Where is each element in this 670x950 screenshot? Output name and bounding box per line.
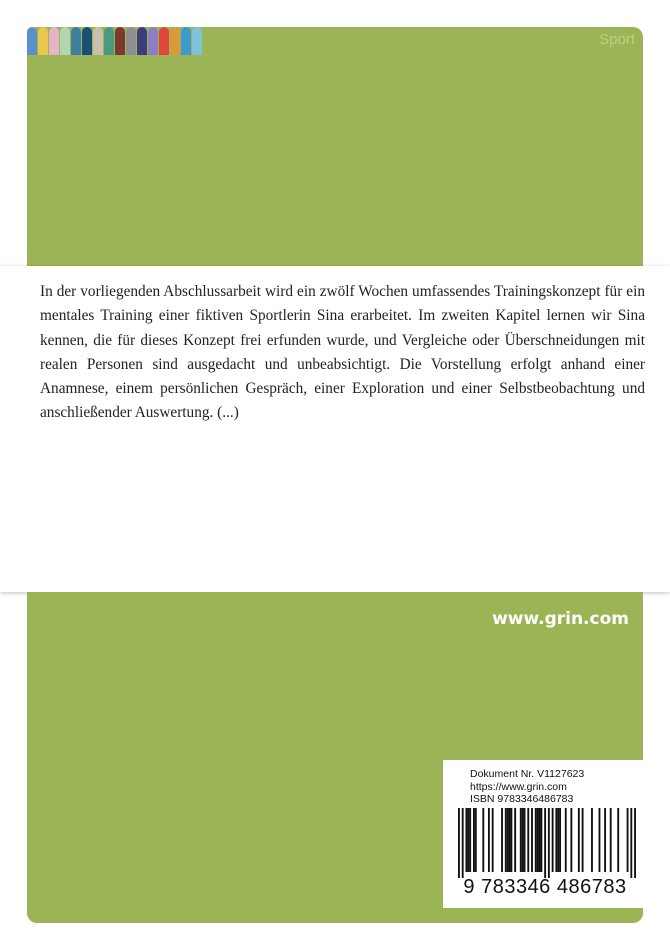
- barcode-bar: [507, 808, 509, 872]
- barcode-bar: [509, 808, 511, 872]
- barcode-number: 9 783346 486783: [463, 876, 627, 898]
- color-stripe: [60, 27, 70, 55]
- color-stripe: [93, 27, 103, 55]
- barcode-bar: [501, 808, 503, 872]
- barcode-bar: [524, 808, 526, 872]
- barcode-bar: [552, 808, 554, 872]
- barcode-bar: [565, 808, 567, 872]
- barcode-bar: [570, 808, 572, 872]
- barcode-bar: [462, 808, 464, 878]
- color-stripe: [192, 27, 202, 55]
- barcode-bar: [527, 808, 529, 872]
- barcode-bar: [458, 808, 460, 878]
- barcode-bar: [582, 808, 584, 872]
- color-stripes: [27, 27, 203, 55]
- barcode-bar: [465, 808, 467, 872]
- color-stripe: [104, 27, 114, 55]
- barcode-bar: [544, 808, 546, 878]
- barcode-bar: [488, 808, 490, 872]
- color-stripe: [148, 27, 158, 55]
- barcode-bar: [540, 808, 542, 872]
- barcode-bar: [578, 808, 580, 872]
- color-stripe: [71, 27, 81, 55]
- barcode-bar: [475, 808, 477, 872]
- isbn-label: ISBN 9783346486783: [470, 793, 574, 805]
- category-label: Sport: [599, 31, 635, 48]
- barcode-bar: [559, 808, 561, 872]
- publisher-url: https://www.grin.com: [470, 780, 567, 793]
- abstract-text: In der vorliegenden Abschlussarbeit wird ein zwölf Wochen umfassendes Trainingskonzept für ein mentales Training einer fiktiven Sportlerin Sina erarbeitet. Im zweiten Kapitel lernen wir Sina kennen, die für dieses Konzept frei erfunden wurde, und Vergleiche oder Überschneidungen mit realen Personen sind ausgedacht und unbeabsichtigt. Die Vorstellung erfolgt anhand einer Anamnese, einem persönlichen Gespräch, einer Exploration und einer Selbstbeobachtung und anschließender Auswertung. (...): [40, 283, 645, 422]
- barcode-bar: [627, 808, 629, 872]
- color-stripe: [181, 27, 191, 55]
- cover-top: [27, 27, 643, 272]
- abstract-panel: [0, 266, 670, 592]
- barcode-bars: [458, 808, 636, 878]
- barcode-bar: [591, 808, 593, 872]
- color-stripe: [38, 27, 48, 55]
- barcode-box: [443, 760, 643, 908]
- barcode-bar: [467, 808, 469, 872]
- barcode-bar: [473, 808, 475, 872]
- barcode-bar: [505, 808, 507, 872]
- color-stripe: [137, 27, 147, 55]
- barcode-bar: [535, 808, 537, 872]
- barcode-bar: [522, 808, 524, 872]
- color-stripe: [126, 27, 136, 55]
- document-number: Dokument Nr. V1127623: [470, 768, 585, 780]
- barcode-bar: [539, 808, 541, 872]
- barcode-bar: [634, 808, 636, 878]
- color-stripe: [159, 27, 169, 55]
- barcode-bar: [604, 808, 606, 872]
- color-stripe: [170, 27, 180, 55]
- barcode-bar: [610, 808, 612, 872]
- barcode-bar: [514, 808, 516, 872]
- barcode-bar: [630, 808, 632, 878]
- color-stripe: [49, 27, 59, 55]
- barcode-bar: [555, 808, 557, 872]
- barcode-bar: [548, 808, 550, 878]
- barcode-bar: [520, 808, 522, 872]
- barcode-bar: [482, 808, 484, 872]
- barcode-bar: [617, 808, 619, 872]
- barcode-bar: [492, 808, 494, 872]
- color-stripe: [82, 27, 92, 55]
- barcode-bar: [531, 808, 533, 872]
- barcode-bar: [599, 808, 601, 872]
- color-stripe: [115, 27, 125, 55]
- barcode-bar: [469, 808, 471, 872]
- color-stripe: [27, 27, 37, 55]
- barcode-bar: [557, 808, 559, 872]
- publisher-website[interactable]: www.grin.com: [492, 609, 629, 629]
- barcode-bar: [510, 808, 512, 872]
- barcode-bar: [537, 808, 539, 872]
